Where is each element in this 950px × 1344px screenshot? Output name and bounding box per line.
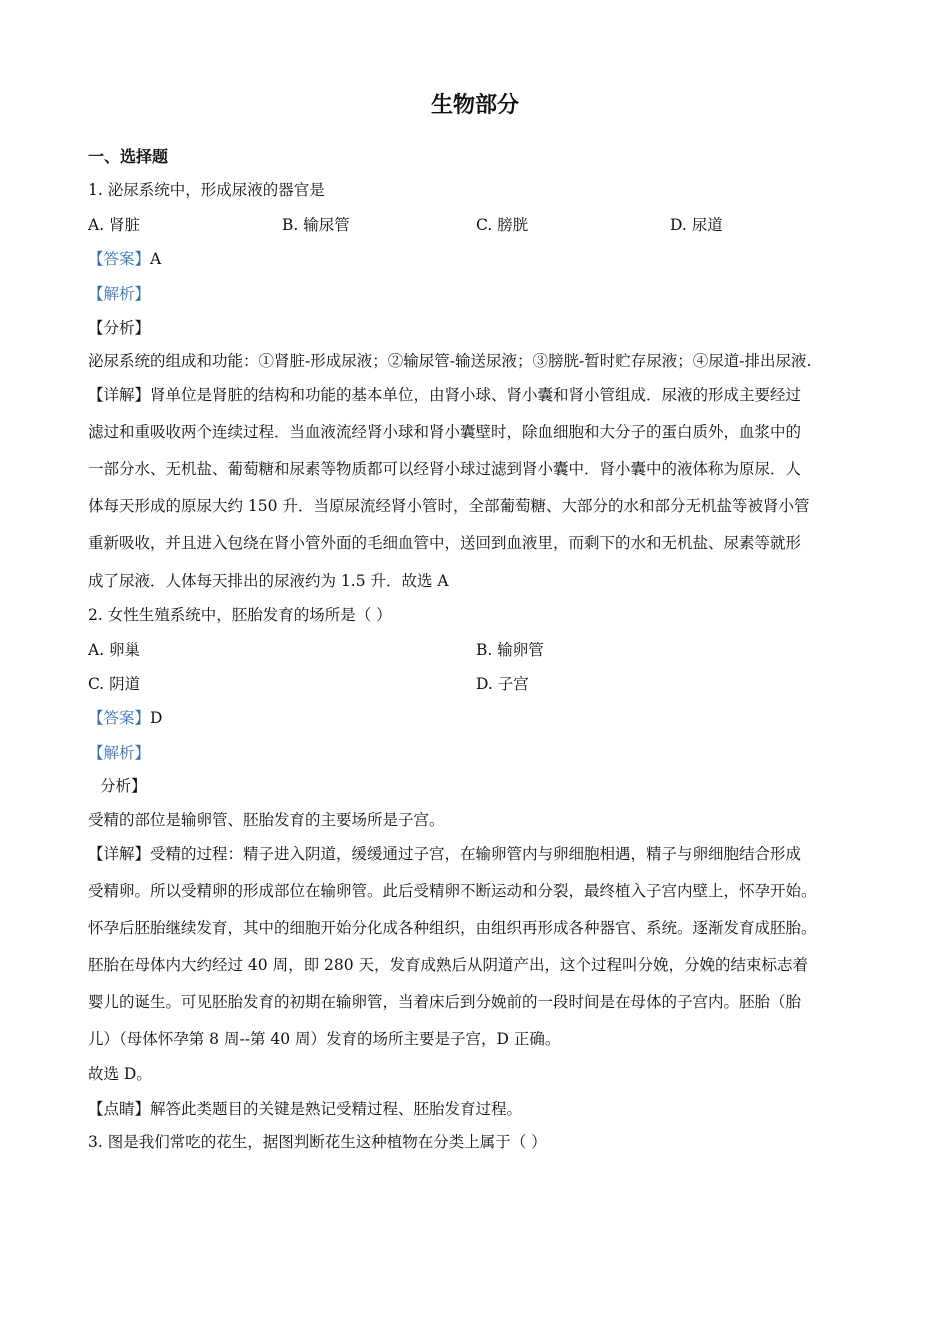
- detail-tag: 【详解】: [88, 386, 151, 404]
- q1-option-b: B. 输尿管: [282, 216, 350, 234]
- q1-fenxi-text: 泌尿系统的组成和功能：①肾脏-形成尿液；②输尿管-输送尿液；③膀胱-暂时贮存尿液；④尿道-排出尿液.: [88, 352, 812, 370]
- question-3-stem: 3. 图是我们常吃的花生，据图判断花生这种植物在分类上属于（ ）: [88, 1133, 547, 1151]
- q2-option-b: B. 输卵管: [476, 641, 544, 659]
- q2-detail-line: 儿）（母体怀孕第 8 周--第 40 周）发育的场所主要是子宫，D 正确。: [88, 1030, 561, 1048]
- detail-text: 受精的过程：精子进入阴道，缓缓通过子宫，在输卵管内与卵细胞相遇，精子与卵细胞结合形成: [150, 845, 802, 863]
- detail-tag: 【详解】: [88, 845, 151, 863]
- q2-fenxi-tag: 分析】: [100, 777, 147, 795]
- section-heading: 一、选择题: [88, 147, 169, 166]
- answer-value: D: [150, 709, 163, 727]
- q1-detail-line: 体每天形成的原尿大约 150 升．当原尿流经肾小管时，全部葡萄糖、大部分的水和部分无机盐等被肾小管: [88, 497, 810, 515]
- answer-tag: 【答案】: [88, 709, 151, 727]
- dianjing-tag: 【点睛】: [88, 1100, 151, 1118]
- q2-conclusion: 故选 D。: [88, 1065, 152, 1083]
- answer-tag: 【答案】: [88, 250, 151, 268]
- dianjing-text: 解答此类题目的关键是熟记受精过程、胚胎发育过程。: [150, 1100, 523, 1118]
- q1-fenxi-tag: 【分析】: [88, 319, 151, 337]
- q2-fenxi-text: 受精的部位是输卵管、胚胎发育的主要场所是子宫。: [88, 811, 445, 829]
- q2-detail-line: 婴儿的诞生。可见胚胎发育的初期在输卵管，当着床后到分娩前的一段时间是在母体的子宫内。胚胎（胎: [88, 993, 802, 1011]
- answer-value: A: [150, 250, 162, 268]
- q1-detail-line: 滤过和重吸收两个连续过程．当血液流经肾小球和肾小囊壁时，除血细胞和大分子的蛋白质外，血浆中的: [88, 423, 802, 441]
- q2-analysis-tag: 【解析】: [88, 744, 151, 762]
- q2-detail-line: 胚胎在母体内大约经过 40 周，即 280 天，发育成熟后从阴道产出，这个过程叫分娩，分娩的结束标志着: [88, 956, 809, 974]
- page-title: 生物部分: [430, 93, 519, 118]
- q2-detail-line: [88, 842, 801, 864]
- q2-dianjing: [88, 1097, 522, 1119]
- question-2-stem: 2. 女性生殖系统中，胚胎发育的场所是（ ）: [88, 606, 392, 624]
- detail-text: 肾单位是肾脏的结构和功能的基本单位，由肾小球、肾小囊和肾小管组成．尿液的形成主要经过: [150, 386, 802, 404]
- q1-detail-line: 成了尿液．人体每天排出的尿液约为 1.5 升．故选 A: [88, 572, 449, 590]
- q2-detail-line: 怀孕后胚胎继续发育，其中的细胞开始分化成各种组织，由组织再形成各种器官、系统。逐渐发育成胚胎。: [88, 919, 817, 937]
- q1-option-a: A. 肾脏: [88, 216, 141, 234]
- q1-detail-line: 重新吸收，并且进入包绕在肾小管外面的毛细血管中，送回到血液里，而剩下的水和无机盐、尿素等就形: [88, 534, 802, 552]
- q1-detail-line: [88, 383, 801, 405]
- q1-option-c: C. 膀胱: [476, 216, 529, 234]
- q1-detail-line: 一部分水、无机盐、葡萄糖和尿素等物质都可以经肾小球过滤到肾小囊中．肾小囊中的液体称为原尿．人: [88, 460, 802, 478]
- q2-detail-line: 受精卵。所以受精卵的形成部位在输卵管。此后受精卵不断运动和分裂，最终植入子宫内壁上，怀孕开始。: [88, 882, 817, 900]
- q2-option-a: A. 卵巢: [88, 641, 141, 659]
- q1-answer: [88, 247, 161, 269]
- question-1-stem: 1. 泌尿系统中，形成尿液的器官是: [88, 181, 325, 199]
- q2-answer: [88, 706, 162, 728]
- q2-option-c: C. 阴道: [88, 675, 141, 693]
- q1-analysis-tag: 【解析】: [88, 285, 151, 303]
- q1-option-d: D. 尿道: [670, 216, 723, 234]
- q2-option-d: D. 子宫: [476, 675, 529, 693]
